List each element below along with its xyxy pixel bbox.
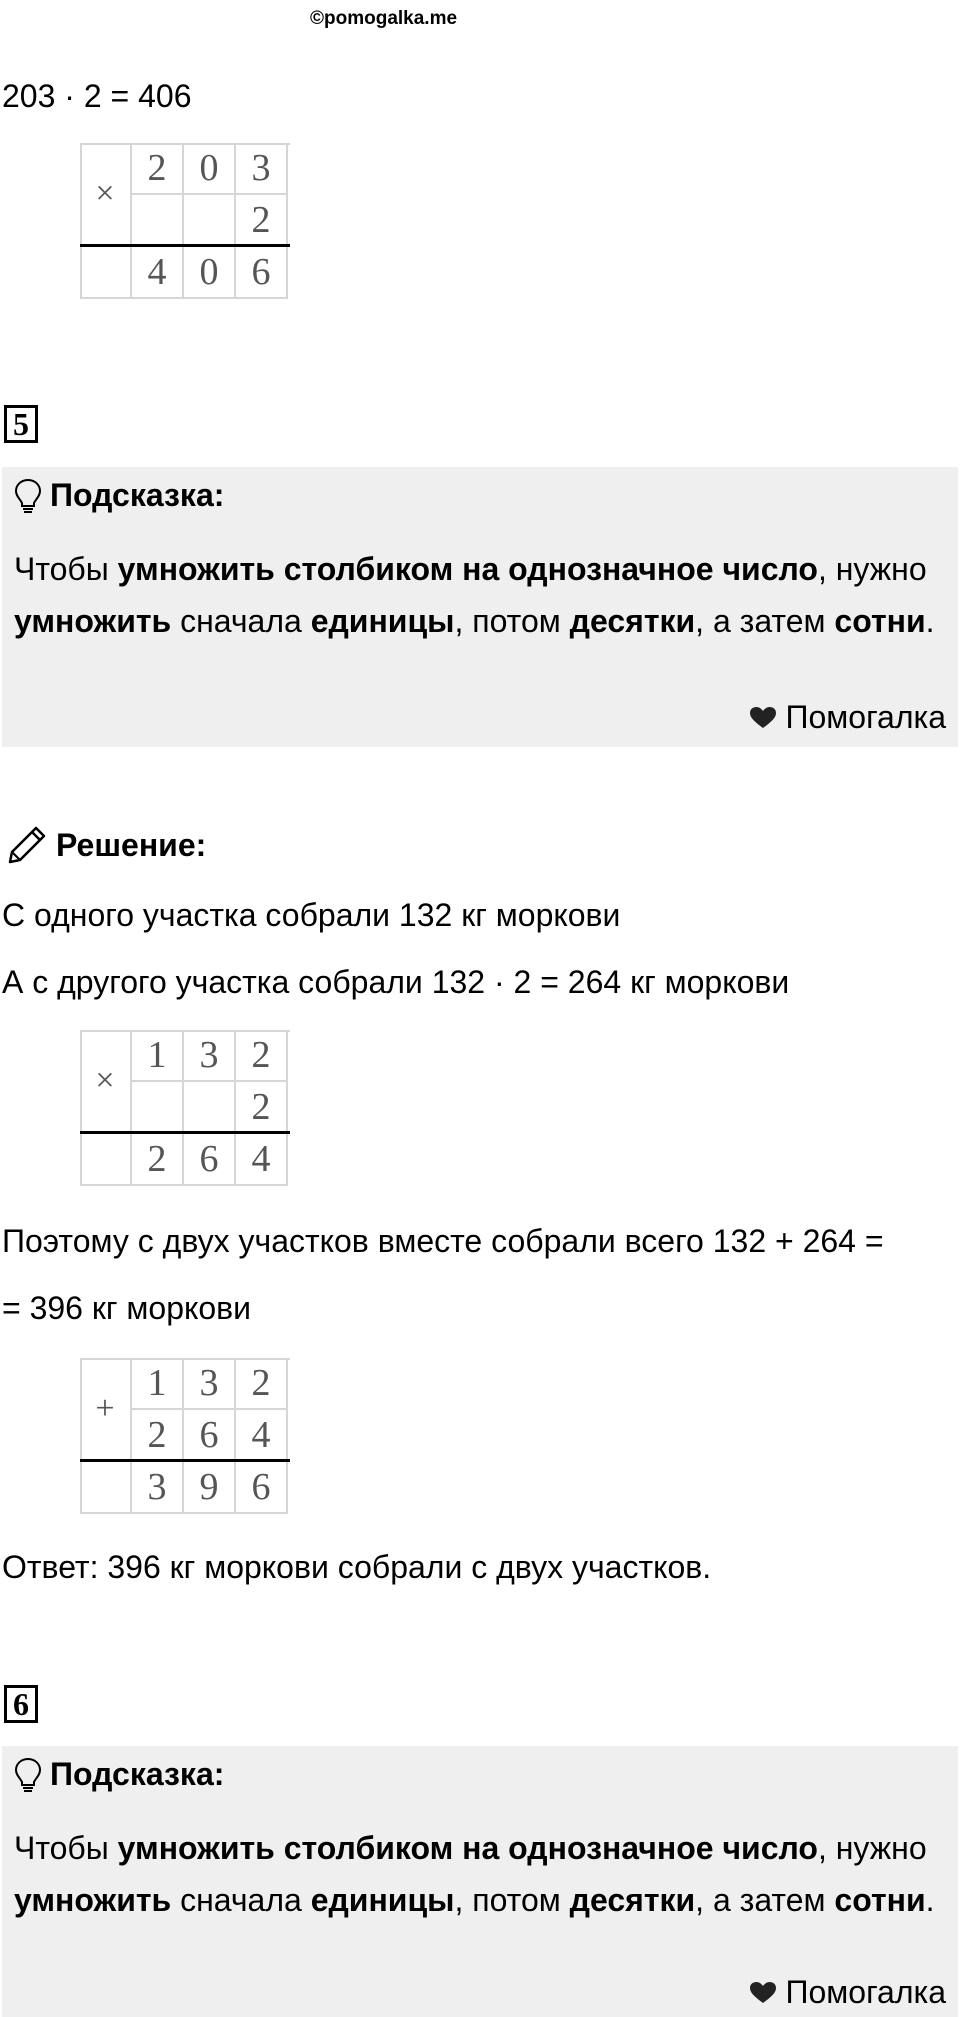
pencil-icon — [6, 824, 48, 866]
grid-cell: 2 — [236, 1030, 288, 1082]
grid-cell: 3 — [184, 1358, 236, 1410]
grid-cell: 3 — [236, 143, 288, 195]
signature — [749, 1974, 946, 2011]
answer-line: Ответ: 396 кг моркови собрали с двух участков. — [2, 1549, 712, 1585]
grid-cell: 3 — [184, 1030, 236, 1082]
grid-cell: 4 — [132, 247, 184, 299]
grid-cell: 9 — [184, 1462, 236, 1514]
grid-cell: 0 — [184, 143, 236, 195]
grid-cell: 6 — [184, 1410, 236, 1462]
signature — [749, 699, 946, 736]
hint-title — [14, 477, 224, 514]
hint-text: Чтобы умножить столбиком на однозначное число, нужно умножить сначала единицы, потом десятки, а затем сотни. — [14, 1830, 935, 1918]
grid-cell: 1 — [132, 1030, 184, 1082]
grid-cell: 6 — [184, 1134, 236, 1186]
grid-cell — [132, 195, 184, 247]
solution-title — [6, 824, 206, 866]
grid-cell: 2 — [236, 1082, 288, 1134]
solution-line-2: А с другого участка собрали 132 · 2 = 264 кг моркови — [2, 964, 790, 1000]
grid-cell — [80, 247, 132, 299]
task-number-6: 6 — [4, 1685, 38, 1723]
grid-cell — [80, 1134, 132, 1186]
grid-cell: 1 — [132, 1358, 184, 1410]
lightbulb-icon — [14, 1757, 42, 1793]
grid-cell — [184, 195, 236, 247]
lightbulb-icon — [14, 478, 42, 514]
grid-cell: 4 — [236, 1134, 288, 1186]
grid-cell: 2 — [236, 195, 288, 247]
grid-cell: 2 — [132, 143, 184, 195]
operator-sign: + — [80, 1358, 132, 1462]
grid-cell: 6 — [236, 1462, 288, 1514]
operator-sign: × — [80, 1030, 132, 1134]
result-rule — [80, 1459, 290, 1462]
grid-cell: 2 — [132, 1134, 184, 1186]
task-number-5: 5 — [4, 405, 38, 443]
solution-title-text: Решение: — [56, 826, 207, 863]
grid-cell: 3 — [132, 1462, 184, 1514]
hint-box — [2, 467, 958, 747]
hint-title — [14, 1756, 224, 1793]
watermark: ©pomogalka.me — [310, 8, 458, 29]
grid-cell: 2 — [132, 1410, 184, 1462]
signature-text: Помогалка — [785, 1974, 946, 2010]
grid-cell: 6 — [236, 247, 288, 299]
signature-text: Помогалка — [785, 699, 946, 735]
grid-cell: 4 — [236, 1410, 288, 1462]
top-equation: 203 · 2 = 406 — [2, 78, 192, 114]
hint-title-text: Подсказка: — [50, 1756, 225, 1792]
heart-icon — [749, 706, 777, 730]
grid-cell — [132, 1082, 184, 1134]
hint-box — [2, 1746, 958, 2017]
result-rule — [80, 244, 290, 247]
operator-sign: × — [80, 143, 132, 247]
result-rule — [80, 1131, 290, 1134]
hint-text: Чтобы умножить столбиком на однозначное число, нужно умножить сначала единицы, потом десятки, а затем сотни. — [14, 551, 935, 639]
grid-cell: 2 — [236, 1358, 288, 1410]
solution-line-1: С одного участка собрали 132 кг моркови — [2, 897, 621, 933]
heart-icon — [749, 1981, 777, 2005]
grid-cell — [80, 1462, 132, 1514]
solution-line-4: = 396 кг моркови — [2, 1290, 252, 1326]
grid-cell: 0 — [184, 247, 236, 299]
hint-title-text: Подсказка: — [50, 477, 225, 513]
solution-line-3: Поэтому с двух участков вместе собрали всего 132 + 264 = — [2, 1223, 884, 1259]
grid-cell — [184, 1082, 236, 1134]
